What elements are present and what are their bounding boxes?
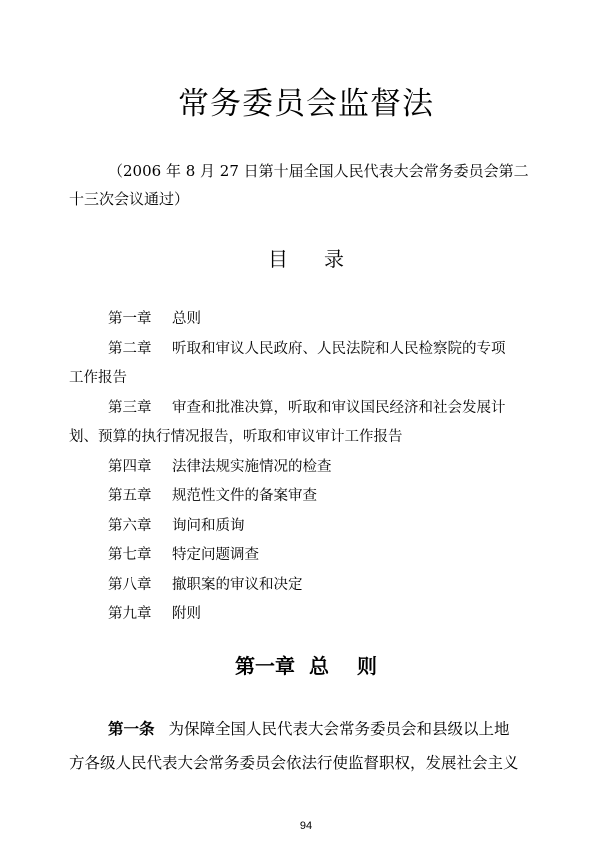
toc-item [69,571,549,601]
toc-item [69,482,549,512]
adoption-note-line-1: （2006 年 8 月 27 日第十届全国人民代表大会常务委员会第二 [108,162,529,180]
toc-item-number: 第六章 [108,517,152,534]
toc-item [69,453,549,483]
toc-item-number: 第五章 [108,488,152,504]
toc-item-title: 特定问题调查 [172,547,259,563]
toc-item-number: 第七章 [108,547,152,563]
chapter-heading [0,652,612,680]
toc-item-number: 第八章 [108,576,152,593]
page-number: 94 [299,820,313,832]
chapter-title-b: 则 [357,654,377,678]
adoption-note-line-2: 十三次会议通过） [69,190,190,208]
document-title: 常务委员会监督法 [178,86,434,122]
toc-item-title: 撤职案的审议和决定 [172,576,303,593]
toc-item-title: 询问和质询 [172,517,245,534]
article-text-line-1: 为保障全国人民代表大会常务委员会和县级以上地 [168,720,510,738]
toc-item [69,512,549,542]
article-label: 第一条 [108,720,155,738]
toc-item-title-continued: 划、预算的执行情况报告，听取和审议审计工作报告 [69,429,403,445]
toc-item-title: 审查和批准决算，听取和审议国民经济和社会发展计 [172,399,506,416]
toc-heading-left: 目 [268,247,288,271]
toc-item-number: 第一章 [108,311,152,327]
toc-heading-right: 录 [324,247,344,271]
toc-item [69,394,549,453]
toc-item [69,541,549,571]
article-text-line-2: 方各级人民代表大会常务委员会依法行使监督职权，发展社会主义 [69,754,519,772]
chapter-title-a: 总 [309,654,329,678]
toc-item-title: 附则 [172,606,201,622]
article-paragraph [69,712,545,780]
toc-heading [0,245,612,273]
toc-item-title: 听取和审议人民政府、人民法院和人民检察院的专项 [172,340,506,357]
toc-item-title: 规范性文件的备案审查 [172,488,317,504]
toc-item [69,335,549,394]
table-of-contents [69,305,549,630]
toc-item-title: 总则 [172,311,201,327]
toc-item-title: 法律法规实施情况的检查 [172,458,332,475]
toc-item-number: 第九章 [108,606,152,622]
toc-item-number: 第四章 [108,458,152,475]
toc-item-number: 第二章 [108,340,152,357]
toc-item [69,600,549,630]
toc-item-number: 第三章 [108,399,152,416]
toc-item-title-continued: 工作报告 [69,370,127,386]
toc-item [69,305,549,335]
chapter-number: 第一章 [235,654,295,678]
adoption-note [69,157,540,213]
